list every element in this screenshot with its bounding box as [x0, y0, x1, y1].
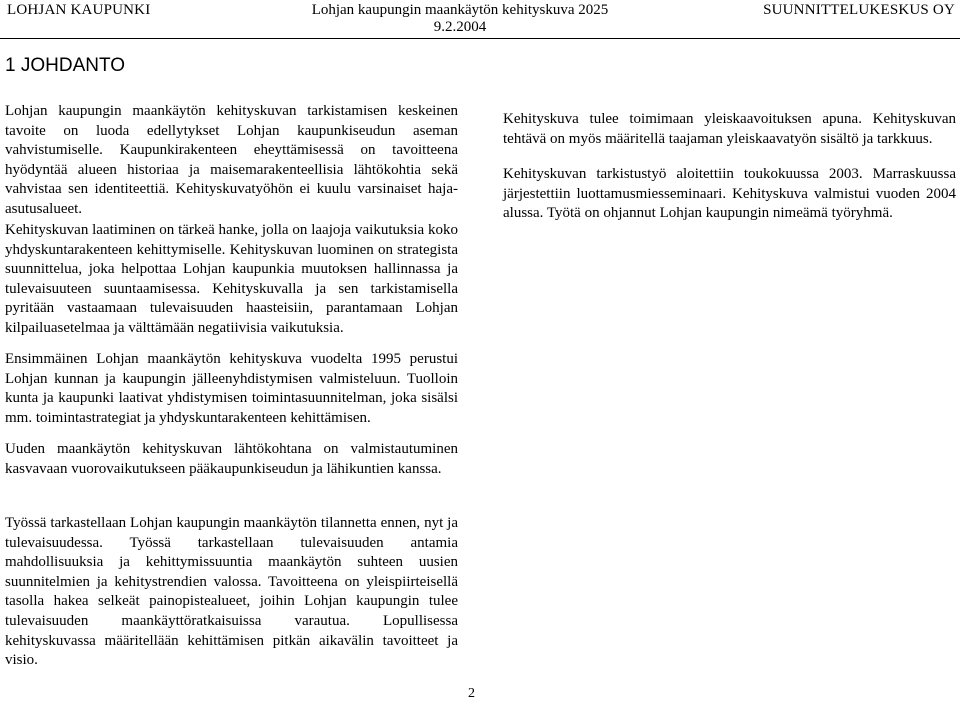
header-organization: LOHJAN KAUPUNKI [7, 2, 151, 18]
left-paragraph-4: Uuden maankäytön kehityskuvan lähtökohtana on valmistautuminen kasvavaan vuorovaikutukseen pääkaupunkiseudun ja lähikuntien kanssa. [5, 441, 458, 477]
header-document-title [300, 2, 620, 36]
page-number: 2 [468, 686, 475, 701]
header-date: 9.2.2004 [433, 19, 487, 35]
left-paragraph-1: Lohjan kaupungin maankäytön kehityskuvan tarkistamisen keskeinen tavoite on luoda edellytykset Lohjan kaupunkiseudun aseman vahvistumiselle. Kaupunkirakenteen eheyttämisessä on tavoitteena hyödyntää alueen historiaa ja maisemarakenteellisia lähtökohtia sekä vahvistaa sen identiteettiä. Kehityskuvatyöhön ei kuulu varsinaiset haja-asutusalueet. [5, 103, 458, 217]
section-heading: 1 JOHDANTO [5, 55, 126, 76]
left-paragraph-5: Työssä tarkastellaan Lohjan kaupungin maankäytön tilannetta ennen, nyt ja tulevaisuudessa. Työssä tarkastellaan tulevaisuuden antamia mahdollisuuksia ja kehittymissuuntia maankäytön suhteen uusien suunnitelmien ja kehitystrendien valossa. Tavoitteena on yleispiirteisellä tasolla hakea selkeät painopistealueet, joihin Lohjan kaupungin tulee tulevaisuuden maankäyttöratkaisuissa varautua. Lopullisessa kehityskuvassa määritellään kehittämisen pitkän aikavälin tavoitteet ja visio. [5, 515, 458, 669]
right-paragraph-1: Kehityskuva tulee toimimaan yleiskaavoituksen apuna. Kehityskuvan tehtävä on myös määritellä taajaman yleiskaavatyön sisältö ja tarkkuus. [503, 111, 956, 147]
left-paragraph-3: Ensimmäinen Lohjan maankäytön kehityskuva vuodelta 1995 perustui Lohjan kunnan ja kaupungin jälleenyhdistymisen valmisteluun. Tuolloin kunta ja kaupunki laativat yhdistymisen toimintasuunnitelman, joka sisälsi mm. toimintastrategiat ja yhdyskuntarakenteen kehittämisen. [5, 351, 458, 426]
right-paragraph-2: Kehityskuvan tarkistustyö aloitettiin toukokuussa 2003. Marraskuussa järjestettiin luottamusmiesseminaari. Kehityskuva valmistui vuoden 2004 alussa. Työtä on ohjannut Lohjan kaupungin nimeämä työryhmä. [503, 166, 956, 222]
header-title-text: Lohjan kaupungin maankäytön kehityskuva 2025 [311, 2, 609, 18]
header-publisher: SUUNNITTELUKESKUS OY [763, 2, 955, 18]
left-paragraph-2: Kehityskuvan laatiminen on tärkeä hanke, jolla on laajoja vaikutuksia koko yhdyskuntarakenteen kehittymiselle. Kehityskuvan luominen on strategista suunnittelua, joka helpottaa Lohjan kaupunkia muutoksen hallinnassa ja tulevaisuuteen suuntaamisessa. Kehityskuvalla ja sen tarkistamisella pyritään vastaamaan tulevaisuuden haasteisiin, parantamaan Lohjan kilpailuasetelmaa ja välttämään negatiivisia vaikutuksia. [5, 222, 458, 336]
header-divider [0, 38, 960, 39]
page-header [0, 0, 960, 40]
